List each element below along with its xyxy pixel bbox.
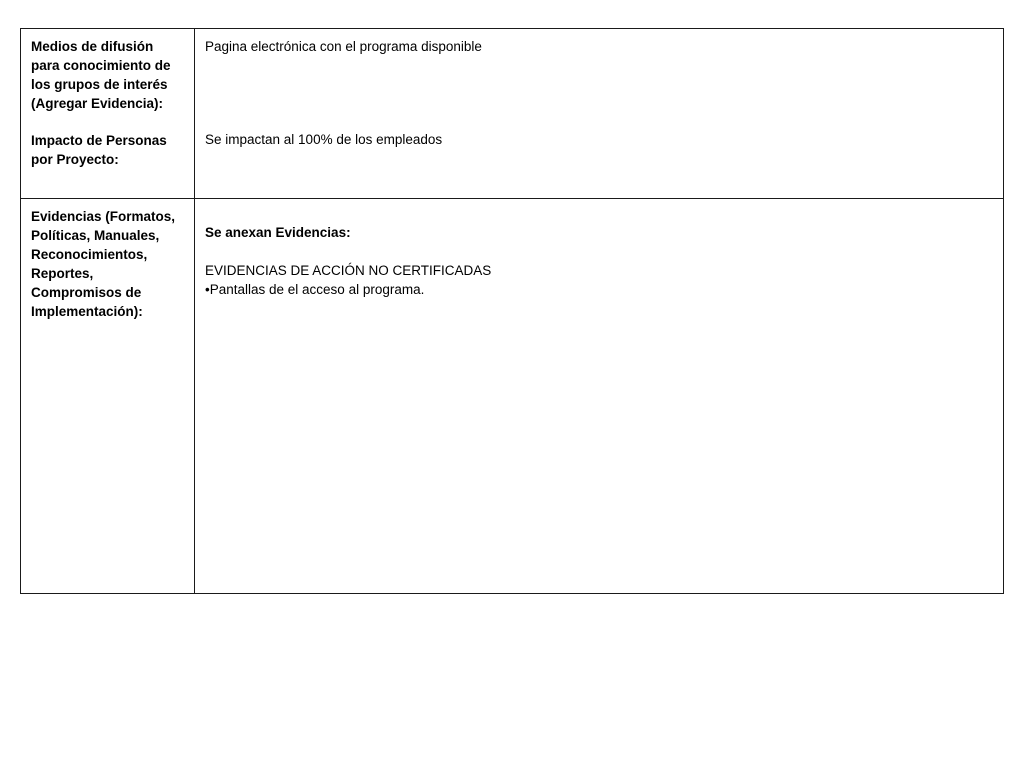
table-row-evidence <box>21 199 1004 594</box>
value-diffusion-media: Pagina electrónica con el programa disponible <box>205 39 482 54</box>
label-cell-diffusion <box>21 29 195 199</box>
label-people-impact: Impacto de Personas por Proyecto: <box>31 133 167 167</box>
evidence-line-screenshots: •Pantallas de el acceso al programa. <box>205 282 425 297</box>
label-diffusion-media: Medios de difusión para conocimiento de los grupos de interés (Agregar Evidencia): <box>31 39 171 111</box>
label-evidence: Evidencias (Formatos, Políticas, Manuales, Reconocimientos, Reportes, Compromisos de Implementación): <box>31 209 176 319</box>
value-cell-diffusion <box>195 29 1004 199</box>
table-row-diffusion <box>21 29 1004 199</box>
evidence-heading: Se anexan Evidencias: <box>205 225 351 240</box>
evidence-line-uncertified: EVIDENCIAS DE ACCIÓN NO CERTIFICADAS <box>205 263 492 278</box>
value-cell-evidence <box>195 199 1004 594</box>
value-people-impact: Se impactan al 100% de los empleados <box>205 132 443 147</box>
evidence-table <box>20 28 1004 594</box>
label-cell-evidence <box>21 199 195 594</box>
